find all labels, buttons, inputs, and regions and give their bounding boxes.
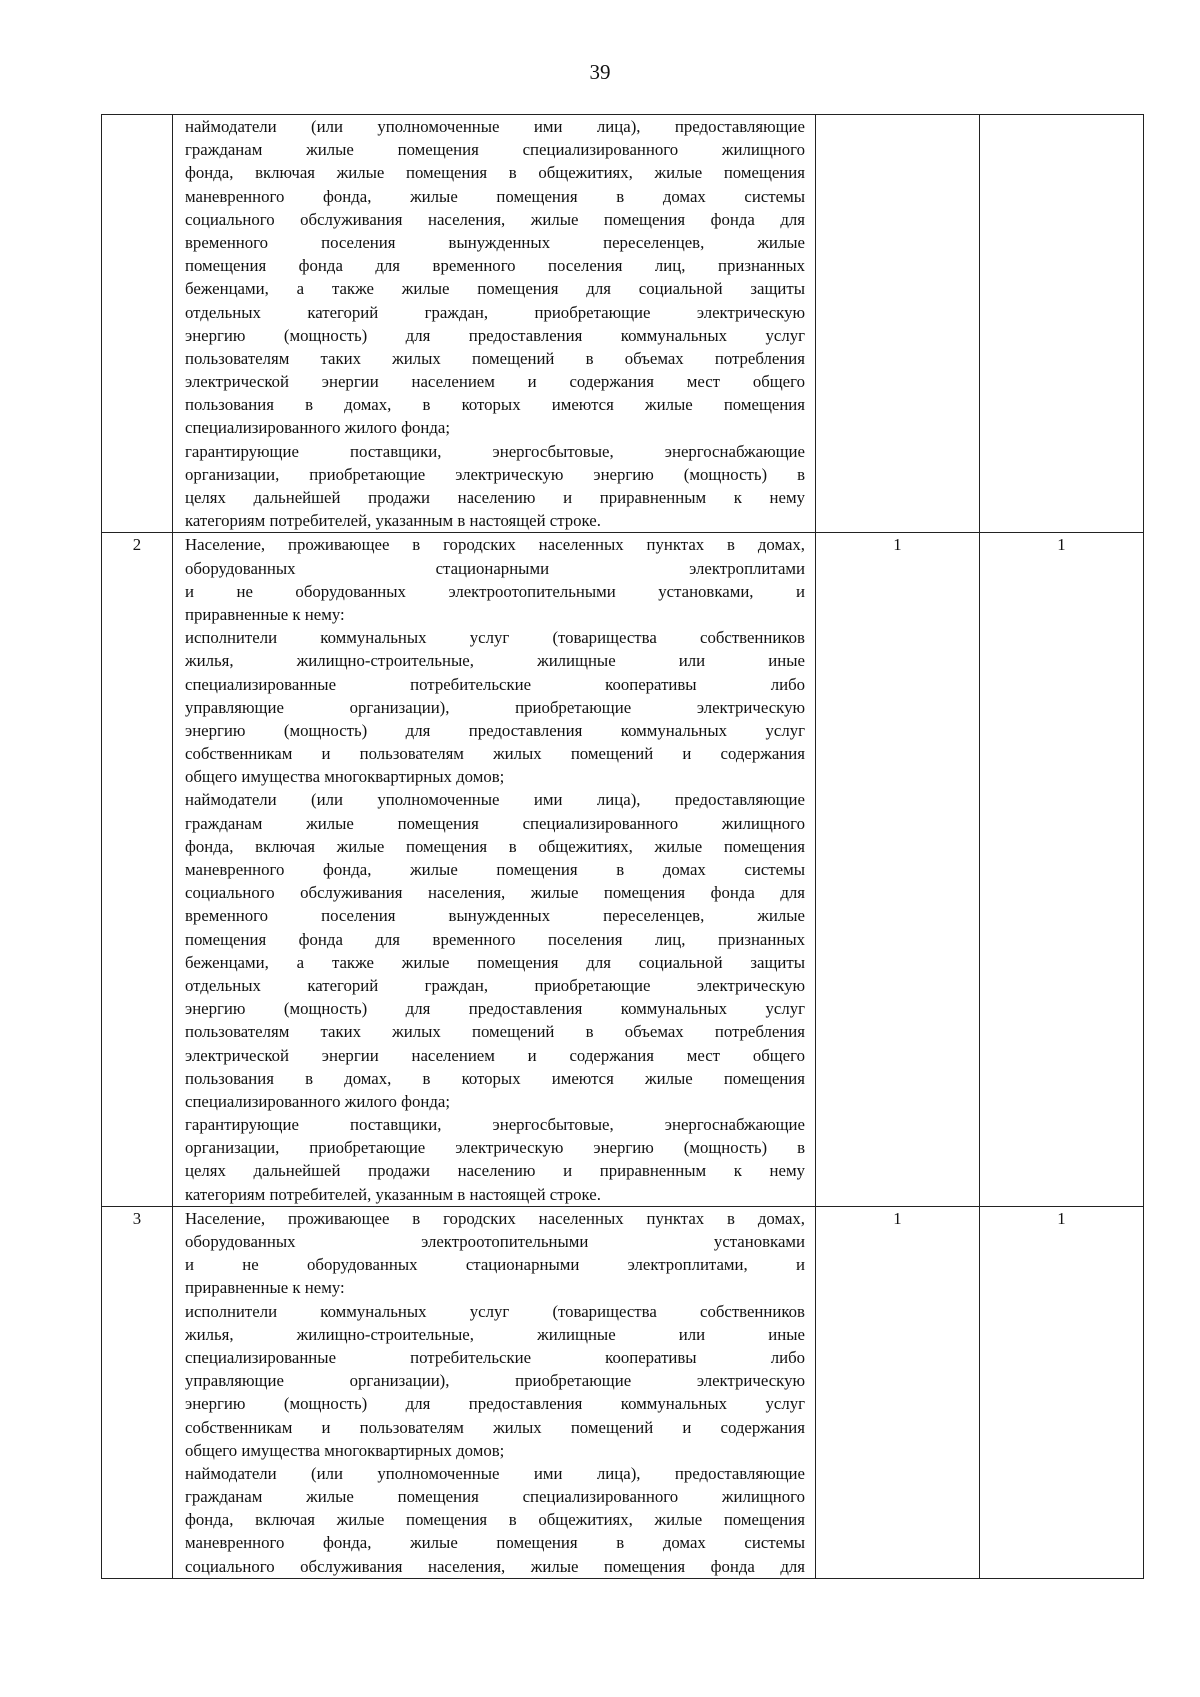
text-line: социального обслуживания населения, жилые помещения фонда для [185, 1556, 805, 1576]
text-line: временного поселения вынужденных переселенцев, жилые [185, 232, 805, 252]
text-line: целях дальнейшей продажи населению и приравненным к нему [185, 1161, 805, 1181]
table-row [102, 1206, 1144, 1578]
text-line: наймодатели (или уполномоченные ими лица), предоставляющие [185, 1463, 805, 1483]
text-line: гарантирующие поставщики, энергосбытовые, энергоснабжающие [185, 1115, 805, 1135]
text-line: маневренного фонда, жилые помещения в домах системы [185, 186, 805, 206]
text-line: электрической энергии населением и содержания мест общего [185, 1045, 805, 1065]
text-line: Население, проживающее в городских населенных пунктах в домах, [185, 535, 805, 555]
text-line: специализированные потребительские кооперативы либо [185, 1347, 805, 1367]
text-line: беженцами, а также жилые помещения для социальной защиты [185, 952, 805, 972]
text-line: фонда, включая жилые помещения в общежитиях, жилые помещения [185, 836, 805, 856]
consumer-description-cell [173, 1206, 816, 1578]
text-line: и не оборудованных электроотопительными установками, и [185, 581, 805, 601]
row-number-cell: 3 [102, 1206, 173, 1578]
text-line: категориям потребителей, указанным в настоящей строке. [185, 1184, 601, 1204]
text-line: общего имущества многоквартирных домов; [185, 767, 505, 787]
text-line: организации, приобретающие электрическую энергию (мощность) в [185, 464, 805, 484]
text-line: приравненные к нему: [185, 1278, 345, 1298]
text-line: временного поселения вынужденных переселенцев, жилые [185, 906, 805, 926]
text-line: гражданам жилые помещения специализированного жилищного [185, 1487, 805, 1507]
value-cell-2: 1 [980, 533, 1144, 1206]
text-line: специализированного жилого фонда; [185, 418, 451, 438]
text-line: маневренного фонда, жилые помещения в домах системы [185, 1533, 805, 1553]
text-line: гарантирующие поставщики, энергосбытовые, энергоснабжающие [185, 441, 805, 461]
text-line: фонда, включая жилые помещения в общежитиях, жилые помещения [185, 163, 805, 183]
text-line: оборудованных стационарными электроплитами [185, 558, 805, 578]
text-line: отдельных категорий граждан, приобретающие электрическую [185, 975, 805, 995]
text-line: гражданам жилые помещения специализированного жилищного [185, 140, 805, 160]
text-line: наймодатели (или уполномоченные ими лица), предоставляющие [185, 117, 805, 136]
text-line: энергию (мощность) для предоставления коммунальных услуг [185, 720, 805, 740]
text-line: оборудованных электроотопительными установками [185, 1232, 805, 1251]
text-line: собственникам и пользователям жилых помещений и содержания [185, 1417, 805, 1437]
text-line: целях дальнейшей продажи населению и приравненным к нему [185, 488, 805, 507]
text-line: категориям потребителей, указанным в настоящей строке. [185, 511, 601, 531]
text-line: энергию (мощность) для предоставления коммунальных услуг [185, 1394, 805, 1414]
text-line: энергию (мощность) для предоставления коммунальных услуг [185, 325, 805, 345]
text-line: приравненные к нему: [185, 604, 345, 624]
text-line: пользования в домах, в которых имеются жилые помещения [185, 1068, 805, 1088]
text-line: жилья, жилищно-строительные, жилищные или иные [185, 651, 805, 671]
row-number-cell [102, 115, 173, 533]
text-line: пользователям таких жилых помещений в объемах потребления [185, 1022, 805, 1042]
text-line: фонда, включая жилые помещения в общежитиях, жилые помещения [185, 1510, 805, 1530]
consumer-description-cell [173, 115, 816, 533]
text-line: жилья, жилищно-строительные, жилищные или иные [185, 1324, 805, 1344]
text-line: и не оборудованных стационарными электроплитами, и [185, 1255, 805, 1275]
text-line: энергию (мощность) для предоставления коммунальных услуг [185, 999, 805, 1019]
value-cell-1: 1 [816, 1206, 980, 1578]
text-line: исполнители коммунальных услуг (товарищества собственников [185, 1301, 805, 1321]
text-line: Население, проживающее в городских населенных пунктах в домах, [185, 1208, 805, 1228]
tariff-table [101, 114, 1144, 1579]
text-line: управляющие организации), приобретающие электрическую [185, 697, 805, 717]
text-line: гражданам жилые помещения специализированного жилищного [185, 813, 805, 833]
text-line: маневренного фонда, жилые помещения в домах системы [185, 860, 805, 879]
text-line: специализированного жилого фонда; [185, 1091, 451, 1111]
text-line: управляющие организации), приобретающие электрическую [185, 1371, 805, 1391]
text-line: помещения фонда для временного поселения лиц, признанных [185, 929, 805, 949]
consumer-description-cell [173, 533, 816, 1206]
value-cell-1: 1 [816, 533, 980, 1206]
text-line: пользования в домах, в которых имеются жилые помещения [185, 395, 805, 415]
text-line: электрической энергии населением и содержания мест общего [185, 372, 805, 392]
row-number-cell: 2 [102, 533, 173, 1206]
table-row [102, 533, 1144, 1206]
text-line: организации, приобретающие электрическую энергию (мощность) в [185, 1138, 805, 1158]
page-number: 39 [589, 60, 611, 84]
table-body [102, 115, 1144, 1579]
table-row [102, 115, 1144, 533]
text-line: беженцами, а также жилые помещения для социальной защиты [185, 279, 805, 299]
value-cell-2 [980, 115, 1144, 533]
text-line: специализированные потребительские кооперативы либо [185, 674, 805, 694]
text-line: наймодатели (или уполномоченные ими лица), предоставляющие [185, 790, 805, 810]
text-line: исполнители коммунальных услуг (товарищества собственников [185, 628, 805, 648]
text-line: пользователям таких жилых помещений в объемах потребления [185, 348, 805, 368]
text-line: социального обслуживания населения, жилые помещения фонда для [185, 883, 805, 903]
text-line: социального обслуживания населения, жилые помещения фонда для [185, 209, 805, 229]
text-line: отдельных категорий граждан, приобретающие электрическую [185, 302, 805, 322]
value-cell-2: 1 [980, 1206, 1144, 1578]
value-cell-1 [816, 115, 980, 533]
text-line: собственникам и пользователям жилых помещений и содержания [185, 744, 805, 764]
text-line: общего имущества многоквартирных домов; [185, 1440, 505, 1460]
text-line: помещения фонда для временного поселения лиц, признанных [185, 256, 805, 276]
